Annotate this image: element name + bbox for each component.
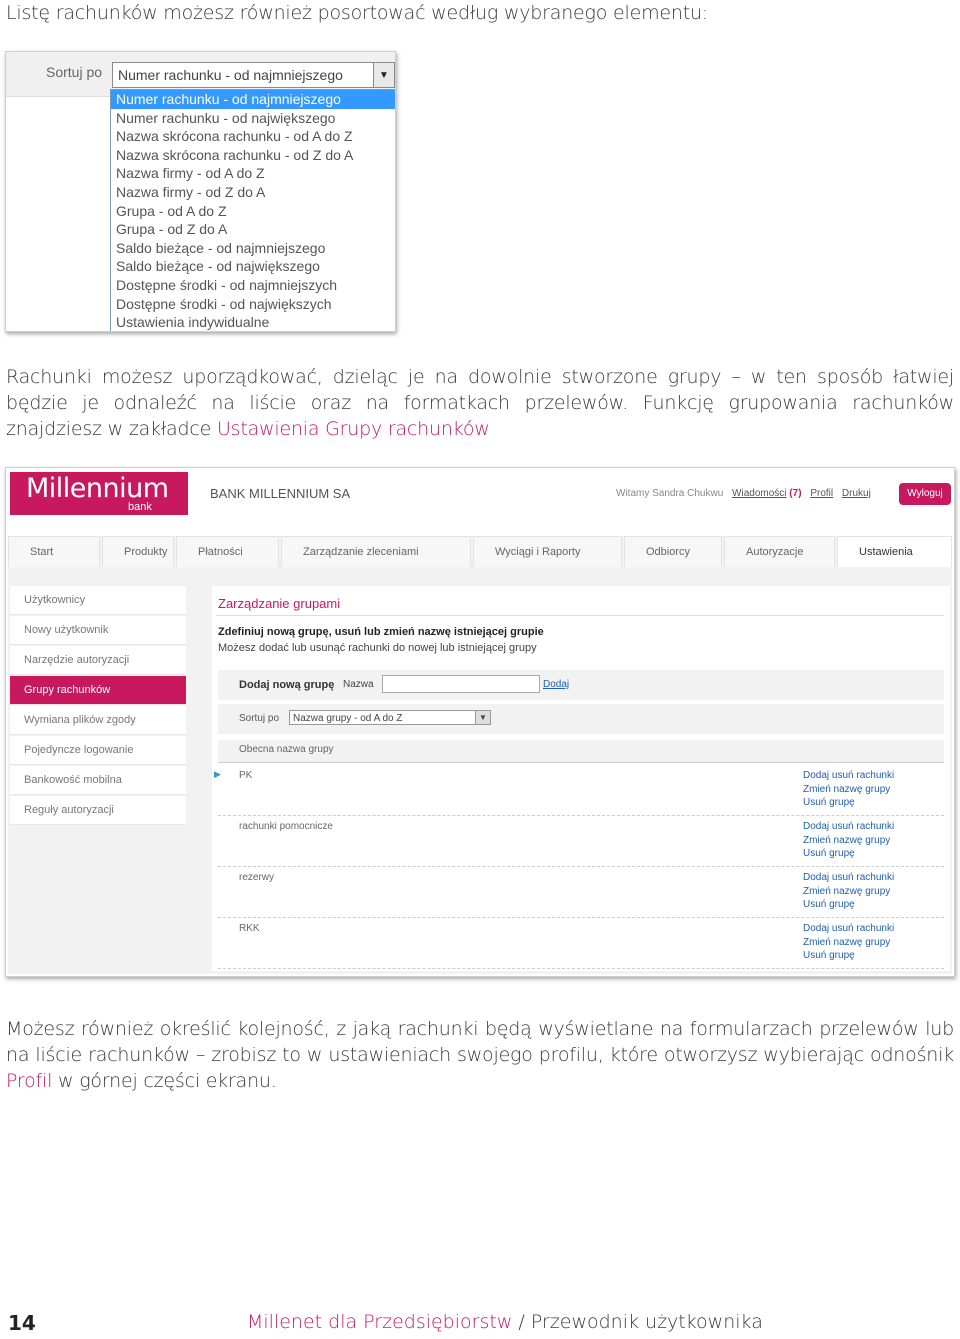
tab-7[interactable]: Ustawienia	[837, 536, 952, 567]
sort-label: Sortuj po	[46, 64, 103, 80]
order-paragraph	[6, 1016, 954, 1094]
footer-title	[247, 1311, 763, 1333]
sort-dropdown-screenshot	[5, 51, 396, 332]
sort-option[interactable]: Dostępne środki - od najmniejszych	[116, 276, 337, 293]
groups-paragraph	[6, 364, 954, 442]
group-name: PK	[239, 770, 253, 781]
millennium-logo	[10, 472, 188, 515]
sort-select-value: Numer rachunku - od najmniejszego	[118, 67, 343, 83]
sort-option[interactable]: Nazwa skrócona rachunku - od A do Z	[116, 128, 353, 145]
messages-count: (7)	[789, 488, 802, 499]
groups-paragraph-text: Rachunki możesz uporządkować, dzieląc je na dowolnie stworzone grupy – w ten sposób łatwiej będzie je odnaleźć na liście oraz na formatkach przelewów. Funkcję grupowania rachunków znajdziesz w zakładce	[6, 366, 954, 440]
group-row	[218, 867, 944, 918]
sort-option[interactable]: Ustawienia indywidualne	[116, 314, 270, 331]
group-action-link[interactable]: Zmień nazwę grupy	[803, 783, 891, 795]
tab-1[interactable]: Produkty	[102, 536, 174, 567]
chevron-down-icon[interactable]: ▼	[373, 63, 394, 87]
order-paragraph-text: Możesz również określić kolejność, z jaką rachunki będą wyświetlane na formularzach przelewów lub na liście rachunków – zrobisz to w ustawieniach swojego profilu, które otworzysz wybierając odnośnik	[6, 1018, 954, 1066]
footer-title-highlight: Millenet dla Przedsiębiorstw	[247, 1311, 513, 1333]
content-subheading: Możesz dodać lub usunąć rachunki do nowej lub istniejącej grupy	[218, 642, 537, 654]
group-name: rezerwy	[239, 872, 275, 883]
sort-option[interactable]: Nazwa firmy - od A do Z	[116, 165, 265, 182]
sort-select[interactable]	[112, 62, 395, 88]
group-row	[218, 918, 944, 969]
sort-options-list	[110, 89, 396, 332]
add-group-button[interactable]: Dodaj	[543, 679, 570, 690]
group-action-link[interactable]: Zmień nazwę grupy	[803, 936, 891, 948]
title-divider	[216, 615, 944, 616]
group-row	[214, 765, 944, 816]
settings-groups-link[interactable]: Ustawienia Grupy rachunków	[216, 418, 490, 440]
tab-5[interactable]: Odbiorcy	[624, 536, 722, 567]
sort-option[interactable]: Nazwa firmy - od Z do A	[116, 183, 266, 200]
logo-subtext: bank	[128, 501, 152, 513]
group-action-link[interactable]: Dodaj usuń rachunki	[803, 872, 895, 883]
sidebar-item[interactable]: Użytkownicy	[10, 586, 186, 615]
groups-column-header	[218, 740, 944, 763]
group-action-link[interactable]: Zmień nazwę grupy	[803, 834, 891, 846]
sort-option[interactable]: Grupa - od Z do A	[116, 221, 228, 238]
group-action-link[interactable]: Dodaj usuń rachunki	[803, 770, 895, 781]
group-row	[218, 816, 944, 867]
group-action-link[interactable]: Dodaj usuń rachunki	[803, 821, 895, 832]
group-actions	[803, 922, 894, 963]
add-group-label: Dodaj nową grupę	[239, 679, 335, 691]
name-label: Nazwa	[343, 679, 374, 690]
group-name: rachunki pomocnicze	[239, 821, 333, 832]
page-number: 14	[8, 1311, 36, 1335]
group-name-input[interactable]	[382, 675, 540, 693]
sort-option[interactable]: Nazwa skrócona rachunku - od Z do A	[116, 146, 354, 163]
group-sort-select[interactable]	[289, 710, 491, 725]
group-sort-label: Sortuj po	[239, 713, 280, 724]
group-action-link[interactable]: Usuń grupę	[803, 950, 855, 961]
group-action-link[interactable]: Usuń grupę	[803, 899, 855, 910]
sidebar-item[interactable]: Reguły autoryzacji	[10, 796, 186, 825]
order-paragraph-end: w górnej części ekranu.	[52, 1070, 277, 1092]
sort-option[interactable]: Numer rachunku - od największego	[116, 109, 336, 126]
group-action-link[interactable]: Usuń grupę	[803, 848, 855, 859]
sort-option[interactable]: Dostępne środki - od największych	[116, 295, 332, 312]
sort-option[interactable]: Grupa - od A do Z	[116, 202, 227, 219]
main-nav	[8, 536, 952, 568]
content-heading: Zdefiniuj nową grupę, usuń lub zmień nazwę istniejącej grupie	[218, 626, 544, 638]
greeting: Witamy Sandra Chukwu	[616, 488, 724, 499]
group-actions	[803, 769, 894, 810]
group-name: RKK	[239, 923, 260, 934]
sidebar-item[interactable]: Bankowość mobilna	[10, 766, 186, 795]
chevron-down-icon[interactable]: ▼	[475, 711, 490, 724]
sort-option[interactable]: Numer rachunku - od najmniejszego	[111, 90, 395, 109]
sidebar-item[interactable]: Wymiana plików zgody	[10, 706, 186, 735]
top-user-links	[616, 488, 871, 499]
bank-name: BANK MILLENNIUM SA	[210, 486, 351, 501]
group-actions	[803, 871, 894, 912]
sidebar-item[interactable]: Narzędzie autoryzacji	[10, 646, 186, 675]
footer-title-rest: / Przewodnik użytkownika	[512, 1311, 763, 1333]
intro-paragraph: Listę rachunków możesz również posortować według wybranego elementu:	[6, 2, 709, 24]
tab-0[interactable]: Start	[8, 536, 100, 567]
group-actions	[803, 820, 894, 861]
messages-link[interactable]: Wiadomości	[732, 488, 787, 499]
expand-arrow-icon[interactable]: ▶	[214, 769, 221, 779]
logout-button[interactable]: Wyloguj	[899, 483, 951, 505]
profile-link[interactable]: Profil	[810, 488, 834, 499]
sidebar	[10, 586, 186, 826]
group-sort-row	[218, 704, 944, 734]
sort-option[interactable]: Saldo bieżące - od najmniejszego	[116, 239, 326, 256]
tab-2[interactable]: Płatności	[176, 536, 279, 567]
add-group-row	[218, 670, 944, 700]
group-action-link[interactable]: Dodaj usuń rachunki	[803, 923, 895, 934]
millennium-screenshot	[5, 467, 955, 977]
content-panel	[212, 586, 950, 971]
tab-4[interactable]: Wyciągi i Raporty	[473, 536, 622, 567]
sort-option[interactable]: Saldo bieżące - od największego	[116, 258, 320, 275]
tab-3[interactable]: Zarządzanie zleceniami	[281, 536, 471, 567]
print-link[interactable]: Drukuj	[841, 488, 871, 499]
sidebar-item[interactable]: Grupy rachunków	[10, 676, 186, 705]
logo-text: Millennium	[26, 473, 169, 504]
group-sort-value: Nazwa grupy - od A do Z	[293, 713, 403, 724]
tab-6[interactable]: Autoryzacje	[724, 536, 835, 567]
sidebar-item[interactable]: Nowy użytkownik	[10, 616, 186, 645]
page-title: Zarządzanie grupami	[218, 596, 341, 611]
column-header-label: Obecna nazwa grupy	[239, 744, 334, 755]
group-action-link[interactable]: Zmień nazwę grupy	[803, 885, 891, 897]
group-action-link[interactable]: Usuń grupę	[803, 797, 855, 808]
sidebar-item[interactable]: Pojedyncze logowanie	[10, 736, 186, 765]
body-area	[8, 568, 952, 974]
profile-reference-link[interactable]: Profil	[6, 1070, 53, 1092]
